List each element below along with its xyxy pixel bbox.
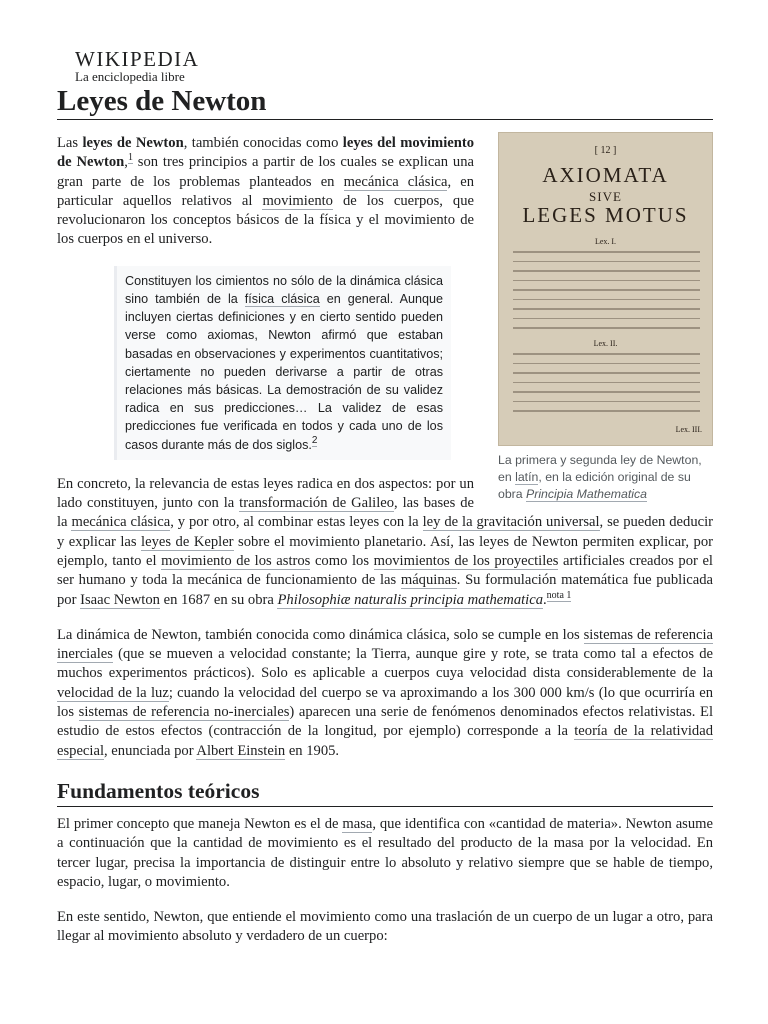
link-mecanica-clasica[interactable]: mecánica clásica	[71, 514, 171, 531]
page-title: Leyes de Newton	[57, 84, 713, 120]
text: , y por otro, al combinar estas leyes con la	[170, 514, 423, 531]
principia-page-image[interactable]	[498, 132, 713, 446]
caption-text: La primera y segunda ley de Newton, en	[498, 453, 702, 484]
text: Las	[57, 135, 83, 151]
text: La dinámica de Newton, también conocida como dinámica clásica, solo se cumple en los	[57, 626, 584, 643]
plate-heading-axiomata: AXIOMATA	[542, 163, 669, 187]
logo-tagline: La enciclopedia libre	[75, 69, 185, 84]
infobox-figure	[498, 132, 713, 503]
text: ; cuando la velocidad del cuerpo se va aproximando a los 300 000 km/s (lo que ocurriría en los	[57, 684, 714, 721]
logo-wordmark: WIKIPEDIA	[75, 47, 200, 71]
link-masa[interactable]: masa	[342, 815, 373, 832]
link-movimiento[interactable]: movimiento	[262, 192, 333, 209]
absolute-motion-paragraph: En este sentido, Newton, que entiende el movimiento como una traslación de un cuerpo de un lugar a otro, para llegar al movimiento absoluto y verdadero de un cuerpo:	[57, 909, 713, 945]
text: , enunciada por	[104, 742, 197, 759]
text: en 1687 en su obra	[159, 591, 278, 608]
link-mecanica-clasica[interactable]: mecánica clásica	[343, 173, 448, 190]
bold-term: leyes de Newton	[82, 135, 184, 151]
concepts-paragraph	[57, 815, 713, 892]
link-relatividad-especial[interactable]: teoría de la relatividad especial	[57, 723, 713, 759]
text: como los	[310, 553, 374, 569]
blockquote	[114, 266, 451, 460]
reference-2[interactable]: 2	[311, 434, 318, 446]
link-leyes-kepler[interactable]: leyes de Kepler	[141, 533, 234, 550]
text: de los cuerpos, que revolucionaron los conceptos básicos de la física y el movimiento de los cuerpos en el universo.	[57, 192, 474, 248]
text: son tres principios a partir de los cuales se explican una gran parte de los problemas planteados en	[57, 154, 474, 190]
bold-term: leyes del movimiento de Newton	[57, 135, 474, 171]
plate-text-block	[513, 353, 700, 420]
caption-text: , en la edición original de su obra	[498, 470, 691, 501]
link-albert-einstein[interactable]: Albert Einstein	[196, 742, 286, 759]
reference-1[interactable]: 1	[127, 152, 133, 164]
text: en 1905.	[285, 742, 340, 759]
plate-text-block	[513, 251, 700, 337]
note-1[interactable]: nota 1	[546, 589, 572, 601]
text: sobre el movimiento planetario. Así, las leyes de Newton permiten explicar, por ejemplo, tanto el	[57, 533, 714, 569]
wikipedia-logo[interactable]	[75, 48, 713, 84]
text: en general. Aunque incluyen ciertas definiciones y en cierto sentido pueden verse como axiomas, Newton afirmó que estaban basadas en observaciones y experimentos cuantitativos; ciertamente no pueden derivarse a partir de otras relaciones más básicas. La demostración de su validez radica en sus predicciones… La validez de esas predicciones fue verificada en todos y cada uno de los casos durante más de dos siglos.	[125, 291, 443, 452]
plate-lex-3: Lex. III.	[675, 425, 702, 434]
link-movimiento-astros[interactable]: movimiento de los astros	[161, 553, 311, 569]
link-sistemas-referencia-inerciales[interactable]: sistemas de referencia inerciales	[57, 626, 713, 663]
text: El primer concepto que maneja Newton es el de	[57, 815, 343, 832]
text: En concreto, la relevancia de estas leyes radica en dos aspectos: por un lado constituyen, junto con la	[57, 475, 474, 512]
text: . Su formulación matemática fue publicada por	[57, 572, 713, 608]
section-heading: Fundamentos teóricos	[57, 777, 713, 807]
text: Constituyen los cimientos no sólo de la dinámica clásica sino también de la	[125, 273, 443, 306]
article	[57, 48, 713, 963]
link-ley-gravitacion-universal[interactable]: ley de la gravitación universal	[422, 514, 600, 531]
text: artificiales creados por el ser humano y toda la mecánica de funcionamiento de las	[57, 553, 713, 589]
link-latin[interactable]: latín	[515, 470, 539, 484]
link-philosophiae-principia[interactable]: Philosophiæ naturalis principia mathematica	[277, 591, 544, 608]
link-transformacion-galileo[interactable]: transformación de Galileo	[239, 495, 395, 512]
text: (que se mueven a velocidad constante; la Tierra, aunque gire y rote, se trata como tal a efectos de muchos experimentos prácticos). Solo es aplicable a cuerpos cuya velocidad dista considerablemente de la	[57, 646, 713, 682]
plate-lex-2: Lex. II.	[593, 339, 618, 348]
plate-heading-sive: SIVE	[589, 189, 622, 204]
link-maquinas[interactable]: máquinas	[400, 572, 457, 589]
link-isaac-newton[interactable]: Isaac Newton	[80, 591, 160, 608]
text: , las bases de la	[57, 495, 474, 531]
text: .	[543, 591, 547, 608]
text: , que identifica con «cantidad de materia». Newton asume a continuación que la cantidad de movimiento es el resultado del producto de la masa por la velocidad. En tercer lugar, precisa la importancia de distinguir entre lo absoluto y relativo siempre que se hable de tiempo, espacio, lugar, o movimiento.	[57, 815, 713, 890]
dynamics-paragraph	[57, 626, 713, 761]
text: , se pueden deducir y explicar las	[57, 514, 714, 550]
text: ) aparecen una serie de fenómenos denominados efectos relativistas. El estudio de estos efectos (contracción de la longitud, por ejemplo) corresponde a la	[57, 704, 714, 740]
link-fisica-clasica[interactable]: física clásica	[244, 291, 320, 306]
link-principia-mathematica[interactable]: Principia Mathematica	[526, 487, 648, 501]
text: ,	[124, 154, 128, 171]
link-sistemas-no-inerciales[interactable]: sistemas de referencia no-inerciales	[78, 704, 290, 721]
link-movimientos-proyectiles[interactable]: movimientos de los proyectiles	[373, 553, 559, 569]
plate-heading-leges: LEGES MOTUS	[522, 203, 689, 227]
text: , también conocidas como	[183, 135, 343, 151]
figure-caption	[498, 452, 713, 503]
plate-lex-1: Lex. I.	[594, 237, 617, 246]
text: , en particular aquellos relativos al	[57, 173, 474, 209]
plate-page-number: [ 12 ]	[594, 145, 617, 156]
link-velocidad-luz[interactable]: velocidad de la luz	[57, 684, 169, 701]
